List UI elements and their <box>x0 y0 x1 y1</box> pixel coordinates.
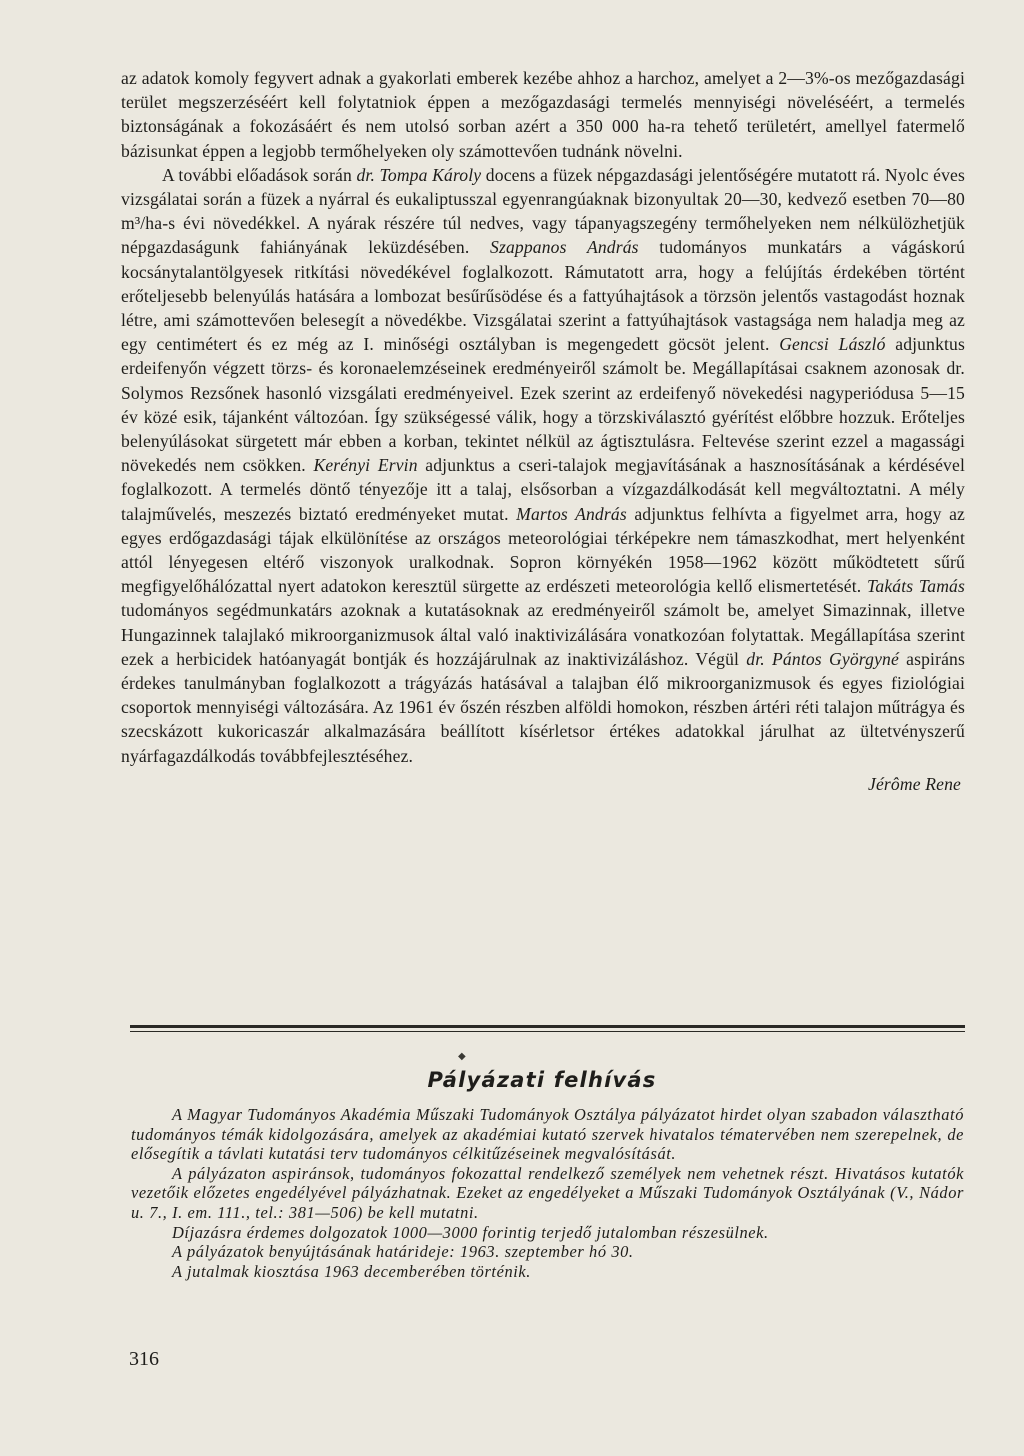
person-name: Takáts Tamás <box>867 576 965 597</box>
text-run: adjunktus felhívta a figyelmet arra, hogy az egyes erdőgazdasági tájak elkülönítése az országos meteorológiai térképekre nem támaszkodhat, mert helyenként attól lényegesen eltérő viszonyok uralkodnak. Sopron környékén 1958—1962 között működtetett sűrű megfigyelőhálózattal nyert adatokon keresztül sürgette az erdészeti meteorológia kellő elismertetését. <box>121 503 965 597</box>
call-for-proposals <box>131 1105 964 1281</box>
person-name: Kerényi Ervin <box>313 455 418 476</box>
section-divider-thin <box>130 1031 965 1032</box>
person-name: Gencsi László <box>779 334 886 355</box>
text-run: adjunktus erdeifenyőn végzett törzs- és koronaelemzéseinek eredményeiről számolt be. Megállapításai csaknem azonosak dr. Solymos Rezsőnek hasonló vizsgálati eredményeivel. Ezek szerint az erdeifenyő növekedési nagyperiódusa 5—15 év közé esik, tájanként változóan. Így szükségessé válik, hogy a törzskiválasztó gyérítést előbbre hozzuk. Erőteljes belenyúlásokat sürgetett már ebben a korban, tekintet nélkül az ágtisztulásra. Feltevése szerint ezzel a magassági növekedés nem csökken. <box>121 334 965 476</box>
author-signature: Jérôme Rene <box>868 773 961 794</box>
text-run: A további előadások során <box>162 164 357 185</box>
call-paragraph-4: A pályázatok benyújtásának határideje: 1963. szeptember hó 30. <box>172 1242 634 1262</box>
call-paragraph-1: A Magyar Tudományos Akadémia Műszaki Tudományok Osztálya pályázatot hirdet olyan szabadon választható tudományos témák kidolgozására, amelyek az akadémiai kutató szervek hivatalos tématervében nem szerepelnek, de elősegítik a távlati kutatási terv tudományos célkitűzéseinek megvalósítását. <box>131 1105 964 1164</box>
call-paragraph-5: A jutalmak kiosztása 1963 decemberében történik. <box>172 1261 531 1281</box>
text-run: aspiráns érdekes tanulmányban foglalkozott a trágyázás hatásával a talajban élő mikroorganizmusok és egyes fiziológiai csoportok mennyiségi változására. Az 1961 év őszén részben alföldi homokon, részben ártéri réti talajon műtrágya és szecskázott kukoricaszár alkalmazására beállított kísérletsor értékes adatokkal járulhat az ültetvényszerű nyárfagazdálkodás továbbfejlesztéséhez. <box>121 648 965 766</box>
article-paragraph-2 <box>121 163 965 768</box>
ornament-icon: ◆ <box>458 1051 466 1062</box>
article-body <box>121 66 965 796</box>
page-number: 316 <box>129 1348 159 1370</box>
text-run: tudományos munkatárs a vágáskorú kocsánytalantölgyesek ritkítási növedékével foglalkozott. Rámutatott arra, hogy a felújítás érdekében történt erőteljesebb belenyúlás hatására a lombozat besűrűsödése és a fattyúhajtások a törzsön jelentős vastagodást hoznak létre, ami számottevően belesegít a növedékbe. Vizsgálatai szerint a fattyúhajtások vastagsága nem haladja meg az egy centimétert és ez még az I. minőségi osztályban is megengedett göcsöt jelent. <box>121 237 965 355</box>
text-run: adjunktus a cseri-talajok megjavításának a hasznosításának a kérdésével foglalkozott. A termelés döntő tényezője itt a talaj, elsősorban a vízgazdálkodását kell megváltoztatni. A mély talajművelés, meszezés biztató eredményeket mutat. <box>121 455 965 524</box>
person-name: dr. Pántos Györgyné <box>746 648 899 669</box>
section-title: Pályázati felhívás <box>427 1068 657 1092</box>
person-name: dr. Tompa Károly <box>356 164 482 185</box>
person-name: Szappanos András <box>490 237 639 258</box>
section-divider-thick <box>130 1025 965 1028</box>
person-name: Martos András <box>516 503 627 524</box>
call-paragraph-3: Díjazásra érdemes dolgozatok 1000—3000 forintig terjedő jutalomban részesülnek. <box>172 1222 769 1242</box>
article-paragraph-1: az adatok komoly fegyvert adnak a gyakorlati emberek kezébe ahhoz a harchoz, amelyet a 2—3%-os mezőgazdasági terület megszerzéséért kell folytatniok éppen a mezőgazdasági termelés mennyiségi növeléséért, a termelés biztonságának a fokozásáért és nem utolsó sorban azért a 350 000 ha-ra tehető területért, amellyel fatermelő bázisunkat éppen a legjobb termőhelyeken oly számottevően tudnánk növelni. <box>121 68 965 161</box>
text-run: docens a füzek népgazdasági jelentőségére mutatott rá. Nyolc éves vizsgálatai során a füzek a nyárral és eukaliptusszal egyenrangúaknak bizonyultak 20—30, kedvező esetben 70—80 m³/ha-s évi növedékkel. A nyárak részére túl nedves, vagy tápanyagszegény termőhelyeken nem nélkülözhetjük népgazdaságunk fahiányának leküzdésében. <box>121 164 966 258</box>
text-run: tudományos segédmunkatárs azoknak a kutatásoknak az eredményeiről számolt be, amelyet Simazinnak, illetve Hungazinnek talajlakó mikroorganizmusok által való inaktivizálására vonatkozóan folytattak. Megállapítása szerint ezek a herbicidek hatóanyagát bontják és hozzájárulnak az inaktivizáláshoz. Végül <box>121 600 965 669</box>
call-paragraph-2: A pályázaton aspiránsok, tudományos fokozattal rendelkező személyek nem vehetnek részt. Hivatásos kutatók vezetőik előzetes engedélyével pályázhatnak. Ezeket az engedélyeket a Műszaki Tudományok Osztályának (V., Nádor u. 7., I. em. 111., tel.: 381—506) be kell mutatni. <box>131 1163 964 1222</box>
